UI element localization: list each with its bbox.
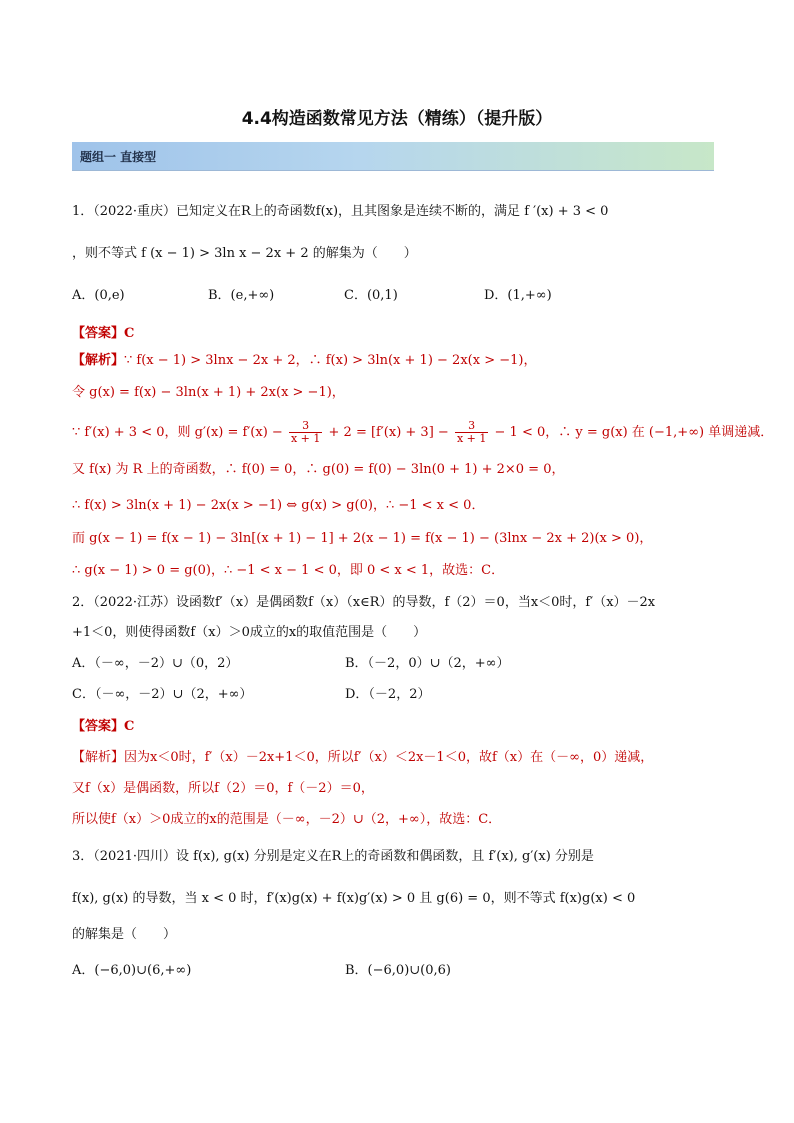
q2-solution-line2: 又f（x）是偶函数，所以f（2）＝0，f（－2）＝0， (72, 781, 374, 796)
q2-option-a: A．（－∞，－2）∪（0，2） (72, 656, 239, 671)
q1-option-b: B．(e,+∞) (208, 288, 275, 303)
q1-answer: 【答案】C (72, 326, 135, 341)
q1-option-d: D．(1,+∞) (484, 288, 552, 303)
q1-solution-text1: ∵ f(x − 1) > 3lnx − 2x + 2，∴ f(x) > 3ln(x + 1) − 2x(x > −1)， (124, 353, 537, 368)
q2-solution-line3: 所以使f（x）＞0成立的x的范围是（－∞，－2）∪（2，+∞），故选：C． (72, 812, 502, 827)
q2-solution-line1: 【解析】因为x＜0时，f′（x）－2x+1＜0，所以f′（x）＜2x－1＜0，故f（x）在（－∞，0）递减， (72, 750, 654, 765)
q1-stem-line2: ，则不等式 f (x − 1) > 3ln x − 2x + 2 的解集为（ ） (72, 246, 417, 261)
q3-stem-line3: 的解集是（ ） (72, 927, 177, 942)
q1-solution-line3 (72, 419, 774, 445)
q3-option-a: A．(−6,0)∪(6,+∞) (72, 963, 192, 978)
q2-option-d: D．（－2，2） (345, 687, 431, 702)
q1-solution-line3-c: − 1 < 0，∴ y = g(x) 在 (−1,+∞) 单调递减． (494, 425, 774, 440)
q1-solution-line7: ∴ g(x − 1) > 0 = g(0)，∴ −1 < x − 1 < 0，即 0 < x < 1，故选：C． (72, 563, 505, 578)
section-label: 题组一 直接型 (80, 150, 157, 164)
q2-option-c: C．（－∞，－2）∪（2，+∞） (72, 687, 253, 702)
q2-stem-line2: +1＜0，则使得函数f（x）＞0成立的x的取值范围是（ ） (72, 625, 427, 640)
q1-solution-line1 (72, 352, 732, 370)
document-title: 4.4构造函数常见方法（精练）（提升版） (241, 109, 553, 129)
q1-solution-line3-a: ∵ f′(x) + 3 < 0，则 g′(x) = f′(x) − (72, 425, 283, 440)
q1-solution-line4: 又 f(x) 为 R 上的奇函数，∴ f(0) = 0，∴ g(0) = f(0) − 3ln(0 + 1) + 2×0 = 0， (72, 462, 565, 477)
q1-solution-line2: 令 g(x) = f(x) − 3ln(x + 1) + 2x(x > −1)， (72, 385, 345, 400)
q2-option-b: B．（－2，0）∪（2，+∞） (345, 656, 510, 671)
q1-solution-line3-b: + 2 = [f′(x) + 3] − (328, 425, 449, 440)
q1-solution-line6: 而 g(x − 1) = f(x − 1) − 3ln[(x + 1) − 1] + 2(x − 1) = f(x − 1) − (3lnx − 2x + 2)(x > 0)， (72, 531, 653, 546)
q1-solution-label: 【解析】 (72, 353, 125, 368)
q3-option-b: B．(−6,0)∪(0,6) (345, 963, 451, 978)
q2-answer: 【答案】C (72, 719, 135, 734)
q1-stem-line1: 1．（2022·重庆）已知定义在R上的奇函数f(x)，且其图象是连续不断的，满足 f ′(x) + 3 < 0 (72, 204, 609, 219)
q1-option-c: C．(0,1) (344, 288, 398, 303)
q3-stem-line1: 3．（2021·四川）设 f(x), g(x) 分别是定义在R上的奇函数和偶函数，且 f′(x), g′(x) 分别是 (72, 849, 594, 864)
q1-solution-line5: ∴ f(x) > 3ln(x + 1) − 2x(x > −1) ⇔ g(x) > g(0)，∴ −1 < x < 0． (72, 498, 485, 513)
q2-stem-line1: 2．（2022·江苏）设函数f′（x）是偶函数f（x）（x∈R）的导数，f（2）＝0，当x＜0时，f′（x）－2x (72, 595, 656, 610)
section-header-bar (72, 142, 714, 171)
q1-option-a: A．(0,e) (72, 288, 125, 303)
q1-fraction-1: $\frac{3}{x + 1}$ (290, 419, 321, 445)
q3-stem-line2: f(x), g(x) 的导数，当 x < 0 时，f′(x)g(x) + f(x)g′(x) > 0 且 g(6) = 0，则不等式 f(x)g(x) < 0 (72, 891, 636, 906)
q1-fraction-2: $\frac{3}{x + 1}$ (456, 419, 487, 445)
